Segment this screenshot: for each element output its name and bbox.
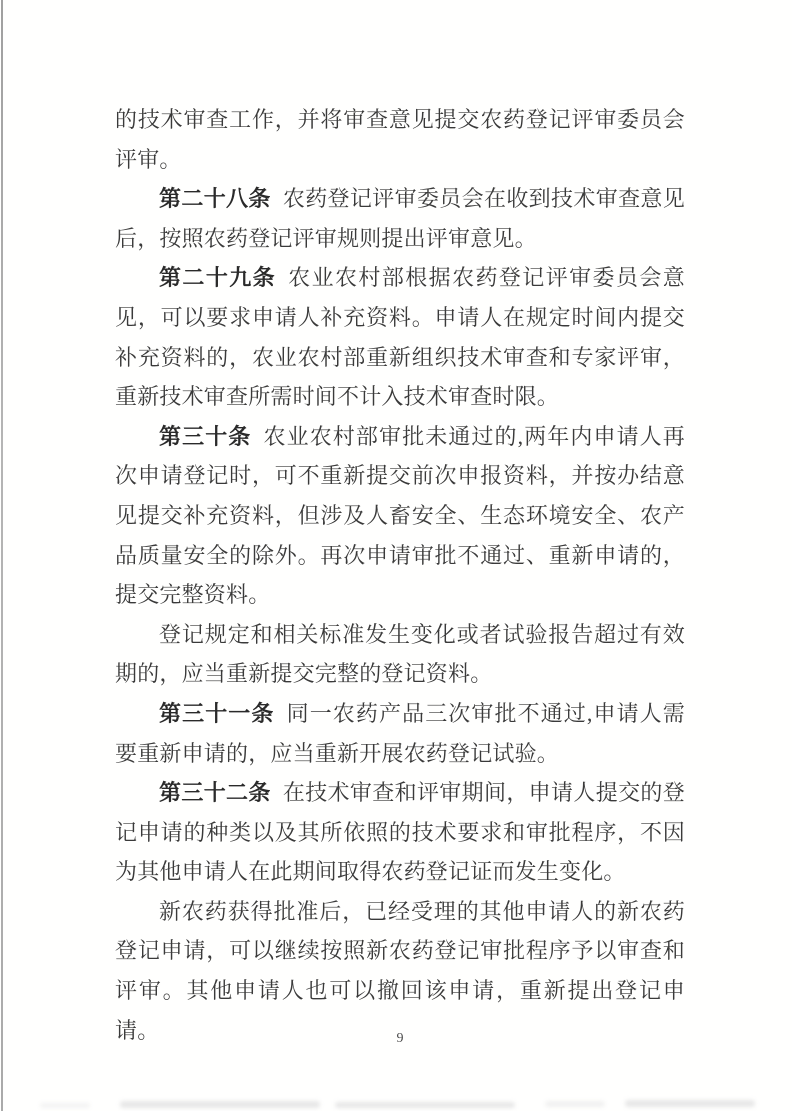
article-number: 第三十一条 [159,700,275,726]
bleed-through-artifact [40,1103,90,1108]
bleed-through-artifact [335,1102,515,1108]
paragraph-article-28 [115,179,685,258]
paragraph-text: 同一农药产品三次审批不通过,申请人需要重新申请的，应当重新开展农药登记试验。 [115,700,685,766]
document-body [115,100,685,1050]
paragraph-text: 农药登记评审委员会在收到技术审查意见后，按照农药登记评审规则提出评审意见。 [115,186,685,251]
scan-edge-artifact [1,0,3,1111]
paragraph-article-31 [115,694,685,773]
paragraph-text: 的技术审查工作，并将审查意见提交农药登记评审委员会评审。 [115,107,685,172]
article-number: 第三十条 [159,423,252,449]
paragraph-article-29 [115,258,685,416]
paragraph-article-32-supplement [115,892,685,1050]
page-number: 9 [396,1031,404,1046]
paragraph-text: 新农药获得批准后，已经受理的其他申请人的新农药登记申请，可以继续按照新农药登记审批程序予以审查和评审。其他申请人也可以撤回该申请，重新提出登记申请。 [115,898,685,1043]
paragraph-article-32 [115,773,685,892]
article-number: 第三十二条 [159,780,271,806]
paragraph-text: 农业农村部根据农药登记评审委员会意见，可以要求申请人补充资料。申请人在规定时间内提交补充资料的，农业农村部重新组织技术审查和专家评审，重新技术审查所需时间不计入技术审查时限。 [115,265,685,410]
paragraph-text: 登记规定和相关标准发生变化或者试验报告超过有效期的，应当重新提交完整的登记资料。 [115,621,685,687]
paragraph-text: 在技术审查和评审期间，申请人提交的登记申请的种类以及其所依照的技术要求和审批程序，不因为其他申请人在此期间取得农药登记证而发生变化。 [115,780,685,885]
article-number: 第二十八条 [159,186,271,212]
bleed-through-artifact [120,1101,320,1108]
paragraph-text: 农业农村部审批未通过的,两年内申请人再次申请登记时，可不重新提交前次申报资料，并按办结意见提交补充资料，但涉及人畜安全、生态环境安全、农产品质量安全的除外。再次申请审批不通过、重新申请的，提交完整资料。 [115,423,685,608]
article-number: 第二十九条 [159,265,277,291]
bleed-through-artifact [625,1100,755,1107]
paragraph-article-30 [115,417,685,615]
paragraph-continuation [115,100,685,179]
paragraph-article-30-supplement [115,615,685,694]
bleed-through-artifact [545,1101,605,1107]
